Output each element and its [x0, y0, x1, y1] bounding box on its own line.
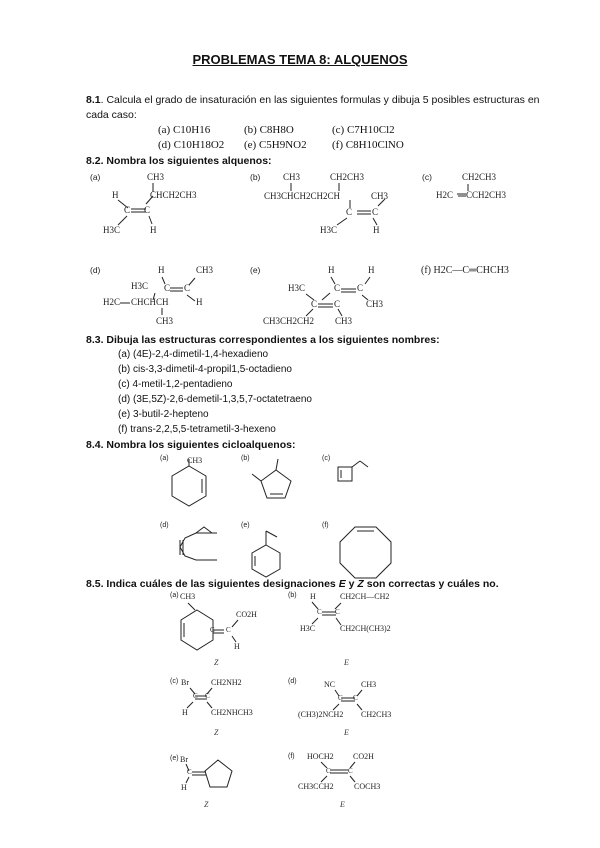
p82a-h3c: H3C — [103, 225, 121, 235]
p82-label-e: (e) — [250, 265, 261, 275]
p85a-c1: C — [210, 626, 215, 634]
p82a-c1: C — [124, 205, 131, 215]
p82b-h3c: H3C — [320, 225, 338, 235]
p85f-c2: C — [348, 767, 353, 775]
p82-label-d: (d) — [90, 265, 101, 275]
p82e-c2: C — [357, 283, 364, 293]
p82e-propyl: CH3CH2CH2 — [263, 316, 315, 326]
p85c-h: H — [182, 708, 188, 717]
p82e-h2: H — [368, 265, 375, 275]
p85d-c2: C — [353, 694, 358, 702]
p82c-cch2ch3: CCH2CH3 — [466, 190, 507, 200]
p84-label-f: (f) — [322, 522, 329, 529]
p85f-c1: C — [326, 767, 331, 775]
p82b-c2: C — [372, 207, 379, 217]
p85c-designation: Z — [214, 728, 219, 737]
p85f-ch3cch2: CH3CCH2 — [298, 782, 334, 791]
p83-item-e: (e) 3-butil-2-hepteno — [118, 409, 209, 420]
p85b-c1: C — [317, 608, 322, 616]
p85a-designation: Z — [214, 658, 219, 667]
p85a-co2h: CO2H — [236, 610, 257, 619]
p85b-c2: C — [335, 608, 340, 616]
p83-item-d: (d) (3E,5Z)-2,6-demetil-1,3,5,7-octatetraeno — [118, 394, 312, 405]
p82a-chch2ch3: CHCH2CH3 — [150, 190, 197, 200]
p82d-h-right: H — [196, 297, 203, 307]
p85a-c2: C — [226, 626, 231, 634]
p85e-br: Br — [180, 755, 188, 764]
p82d-h2c: H2C — [103, 297, 121, 307]
p82b-ch3-right: CH3 — [371, 191, 389, 201]
p82e-ch3-right: CH3 — [366, 299, 384, 309]
problem-8-4-heading: 8.4. Nombra los siguientes cicloalquenos: — [86, 439, 296, 451]
p82b-ch3: CH3 — [283, 172, 301, 182]
p82e-c1: C — [334, 283, 341, 293]
p85b-isobutyl: CH2CH(CH3)2 — [340, 624, 391, 633]
p83-item-b: (b) cis-3,3-dimetil-4-propil1,5-octadieno — [118, 364, 292, 375]
p84-label-a: (a) — [160, 455, 169, 462]
problem-8-2-heading: 8.2. Nombra los siguientes alquenos: — [86, 155, 272, 167]
p85-heading-z: Z — [357, 578, 364, 590]
p85e-designation: Z — [204, 800, 209, 809]
p85-heading-mid: y — [345, 578, 358, 590]
p85f-co2h: CO2H — [353, 752, 374, 761]
p82a-h-bottom: H — [150, 225, 157, 235]
p85-label-a: (a) — [170, 592, 179, 599]
p85c-ch2nh2: CH2NH2 — [211, 678, 242, 687]
p82d-ch3-top: CH3 — [196, 265, 214, 275]
formula-a: (a) C10H16 — [158, 124, 211, 136]
p85-label-c: (c) — [170, 678, 179, 685]
problem-8-1-line2: cada caso: — [86, 109, 137, 121]
p85a-ch3: CH3 — [180, 592, 196, 601]
formula-c: (c) C7H10Cl2 — [332, 124, 395, 136]
p85-heading-post: son correctas y cuáles no. — [363, 578, 499, 590]
p82d-chchch: CHCHCH — [131, 297, 169, 307]
p82e-ch3-bottom: CH3 — [335, 316, 353, 326]
p82-label-b: (b) — [250, 172, 261, 182]
p85-label-f: (f) — [288, 753, 295, 760]
p84-label-d: (d) — [160, 522, 169, 529]
p83-item-f: (f) trans-2,2,5,5-tetrametil-3-hexeno — [118, 424, 276, 435]
p84-label-c: (c) — [322, 455, 331, 462]
p82b-chain: CH3CHCH2CH2CH — [264, 191, 341, 201]
page-title: PROBLEMAS TEMA 8: ALQUENOS — [192, 52, 408, 67]
p85d-ch3: CH3 — [361, 680, 377, 689]
p82d-c2: C — [184, 283, 191, 293]
p85c-c1: C — [193, 692, 198, 700]
p85d-ch2ch3: CH2CH3 — [361, 710, 392, 719]
p82e-c3: C — [311, 299, 318, 309]
problem-8-1-number: 8.1 — [86, 94, 101, 106]
p82c-ch2ch3: CH2CH3 — [462, 172, 497, 182]
p82d-ch3-bottom: CH3 — [156, 316, 174, 326]
p84-label-e: (e) — [241, 522, 250, 529]
formula-e: (e) C5H9NO2 — [244, 139, 307, 151]
p83-item-a: (a) (4E)-2,4-dimetil-1,4-hexadieno — [118, 349, 269, 360]
p82e-h1: H — [328, 265, 335, 275]
p85-label-e: (e) — [170, 755, 179, 762]
p85b-allyl: CH2CH—CH2 — [340, 592, 390, 601]
p82-label-a: (a) — [90, 172, 101, 182]
p82b-c1: C — [346, 207, 353, 217]
p82b-h: H — [373, 225, 380, 235]
formula-d: (d) C10H18O2 — [158, 139, 225, 151]
p85b-h: H — [310, 592, 316, 601]
p85b-h3c: H3C — [300, 624, 316, 633]
p84-label-b: (b) — [241, 455, 250, 462]
p82e-h3c: H3C — [288, 283, 306, 293]
p85e-c: C — [187, 768, 192, 776]
formula-f: (f) C8H10ClNO — [332, 139, 404, 151]
p85d-c1: C — [338, 694, 343, 702]
p82b-ch2ch3: CH2CH3 — [330, 172, 365, 182]
p82d-h-top: H — [158, 265, 165, 275]
problem-8-3-heading: 8.3. Dibuja las estructuras correspondientes a los siguientes nombres: — [86, 334, 440, 346]
p83-item-c: (c) 4-metil-1,2-pentadieno — [118, 379, 233, 390]
p85-heading-pre: 8.5. Indica cuáles de las siguientes designaciones — [86, 578, 339, 590]
p85-label-d: (d) — [288, 678, 297, 685]
p82c-h2c: H2C — [436, 190, 454, 200]
p85d-nc: NC — [324, 680, 336, 689]
p85e-h: H — [181, 783, 187, 792]
problem-8-1-text: . Calcula el grado de insaturación en las siguientes formulas y dibuja 5 posibles estructuras en — [100, 94, 540, 106]
p82-label-c: (c) — [422, 172, 432, 182]
p85d-designation: E — [344, 728, 349, 737]
formula-b: (b) C8H8O — [244, 124, 294, 136]
p82e-c4: C — [334, 299, 341, 309]
p82a-c2: C — [144, 205, 151, 215]
p85c-c2: C — [205, 692, 210, 700]
p82a-ch3: CH3 — [147, 172, 165, 182]
p82d-h3c: H3C — [131, 281, 149, 291]
p82a-h-top: H — [112, 190, 119, 200]
p85d-dimethylaminomethyl: (CH3)2NCH2 — [298, 710, 344, 719]
p84a-ch3: CH3 — [187, 456, 203, 465]
p85c-br: Br — [181, 678, 189, 687]
p85a-h: H — [234, 642, 240, 651]
p85-label-b: (b) — [288, 592, 297, 599]
p85f-designation: E — [340, 800, 345, 809]
p85f-coch3: COCH3 — [354, 782, 381, 791]
p85c-ch2nhch3: CH2NHCH3 — [211, 708, 253, 717]
p85b-designation: E — [344, 658, 349, 667]
p85f-hoch2: HOCH2 — [307, 752, 334, 761]
p85-heading-e: E — [338, 578, 346, 590]
p82f-formula: (f) H2C—C═CHCH3 — [421, 265, 509, 276]
p82d-c1: C — [164, 283, 171, 293]
